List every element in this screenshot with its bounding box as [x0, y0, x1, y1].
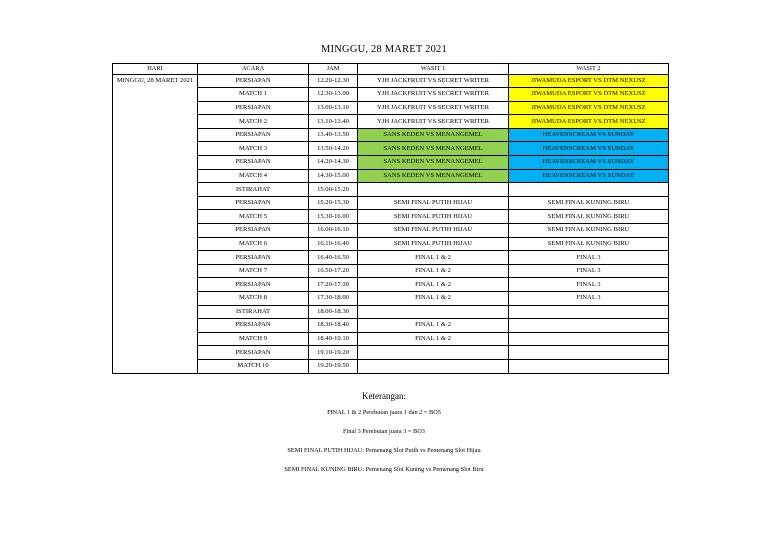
- acara-cell: MATCH 2: [198, 115, 309, 129]
- header-hari: HARI: [113, 64, 198, 75]
- acara-cell: PERSIAPAN: [198, 224, 309, 238]
- page-title: MINGGU, 28 MARET 2021: [321, 44, 447, 55]
- notes-heading: Keterangan:: [362, 391, 406, 401]
- wasit-2-cell: HEAVENSCREAM VS SUNDAY: [509, 128, 669, 142]
- acara-cell: PERSIAPAN: [198, 346, 309, 360]
- acara-cell: PERSIAPAN: [198, 156, 309, 170]
- table-row: [113, 74, 669, 88]
- wasit-1-cell: [358, 346, 509, 360]
- wasit-1-cell: SANS KEDEN VS MENANGEMEL: [358, 142, 509, 156]
- header-wasit-2: WASIT 2: [509, 64, 669, 75]
- jam-cell: 17.30-18.00: [309, 292, 358, 306]
- jam-cell: 19.10-19.20: [309, 346, 358, 360]
- wasit-2-cell: SEMI FINAL KUNING BIRU: [509, 224, 669, 238]
- wasit-1-cell: YJH JACKFRUIT VS SECRET WRITER: [358, 115, 509, 129]
- note-line: Final 3 Perebutan juara 3 = BO3: [343, 428, 425, 435]
- acara-cell: MATCH 5: [198, 210, 309, 224]
- wasit-2-cell: JIWAMUDA ESPORT VS DTM NEXUSZ: [509, 101, 669, 115]
- jam-cell: 16.00-16.10: [309, 224, 358, 238]
- wasit-1-cell: FINAL 1 & 2: [358, 251, 509, 265]
- acara-cell: MATCH 9: [198, 332, 309, 346]
- jam-cell: 16.10-16.40: [309, 237, 358, 251]
- acara-cell: PERSIAPAN: [198, 319, 309, 333]
- acara-cell: PERSIAPAN: [198, 251, 309, 265]
- wasit-1-cell: YJH JACKFRUIT VS SECRET WRITER: [358, 88, 509, 102]
- jam-cell: 13.40-13.50: [309, 128, 358, 142]
- jam-cell: 15.20-15.30: [309, 196, 358, 210]
- acara-cell: MATCH 8: [198, 292, 309, 306]
- acara-cell: PERSIAPAN: [198, 278, 309, 292]
- jam-cell: 14.30-15.00: [309, 169, 358, 183]
- wasit-2-cell: JIWAMUDA ESPORT VS DTM NEXUSZ: [509, 115, 669, 129]
- wasit-2-cell: FINAL 3: [509, 292, 669, 306]
- wasit-2-cell: HEAVENSCREAM VS SUNDAY: [509, 169, 669, 183]
- header-acara: ACARA: [198, 64, 309, 75]
- wasit-2-cell: JIWAMUDA ESPORT VS DTM NEXUSZ: [509, 74, 669, 88]
- jam-cell: 16.40-16.50: [309, 251, 358, 265]
- jam-cell: 18.30-18.40: [309, 319, 358, 333]
- jam-cell: 15.00-15.20: [309, 183, 358, 197]
- wasit-2-cell: SEMI FINAL KUNING BIRU: [509, 196, 669, 210]
- wasit-2-cell: [509, 183, 669, 197]
- wasit-1-cell: SANS KEDEN VS MENANGEMEL: [358, 169, 509, 183]
- jam-cell: 17.20-17.30: [309, 278, 358, 292]
- wasit-2-cell: FINAL 3: [509, 278, 669, 292]
- acara-cell: ISTIRAHAT: [198, 305, 309, 319]
- acara-cell: MATCH 6: [198, 237, 309, 251]
- note-line: SEMI FINAL KUNING BIRU: Pemenang Slot Kuning vs Pemenang Slot Biru: [284, 466, 484, 473]
- acara-cell: MATCH 10: [198, 359, 309, 373]
- schedule-body: [113, 74, 669, 373]
- wasit-2-cell: [509, 346, 669, 360]
- jam-cell: 19.20-19.50: [309, 359, 358, 373]
- header-wasit-1: WASIT 1: [358, 64, 509, 75]
- acara-cell: PERSIAPAN: [198, 196, 309, 210]
- wasit-2-cell: FINAL 3: [509, 264, 669, 278]
- wasit-1-cell: SEMI FINAL PUTIH HIJAU: [358, 224, 509, 238]
- wasit-1-cell: SANS KEDEN VS MENANGEMEL: [358, 156, 509, 170]
- wasit-1-cell: [358, 359, 509, 373]
- wasit-2-cell: [509, 359, 669, 373]
- acara-cell: PERSIAPAN: [198, 128, 309, 142]
- day-cell: MINGGU, 28 MARET 2021: [113, 74, 198, 373]
- wasit-2-cell: HEAVENSCREAM VS SUNDAY: [509, 142, 669, 156]
- schedule-table: [112, 63, 669, 374]
- wasit-1-cell: FINAL 1 & 2: [358, 332, 509, 346]
- wasit-1-cell: FINAL 1 & 2: [358, 319, 509, 333]
- acara-cell: MATCH 3: [198, 142, 309, 156]
- wasit-1-cell: SEMI FINAL PUTIH HIJAU: [358, 210, 509, 224]
- wasit-2-cell: SEMI FINAL KUNING BIRU: [509, 210, 669, 224]
- jam-cell: 18.00-18.30: [309, 305, 358, 319]
- acara-cell: MATCH 4: [198, 169, 309, 183]
- wasit-1-cell: YJH JACKFRUIT VS SECRET WRITER: [358, 101, 509, 115]
- wasit-1-cell: FINAL 1 & 2: [358, 278, 509, 292]
- jam-cell: 15.30-16.00: [309, 210, 358, 224]
- wasit-1-cell: FINAL 1 & 2: [358, 292, 509, 306]
- jam-cell: 12.30-13.00: [309, 88, 358, 102]
- jam-cell: 18.40-19.10: [309, 332, 358, 346]
- wasit-1-cell: YJH JACKFRUIT VS SECRET WRITER: [358, 74, 509, 88]
- jam-cell: 12.20-12.30: [309, 74, 358, 88]
- acara-cell: PERSIAPAN: [198, 101, 309, 115]
- jam-cell: 13.10-13.40: [309, 115, 358, 129]
- wasit-1-cell: SEMI FINAL PUTIH HIJAU: [358, 237, 509, 251]
- wasit-2-cell: HEAVENSCREAM VS SUNDAY: [509, 156, 669, 170]
- note-line: SEMI FINAL PUTIH HIJAU: Pemenang Slot Putih vs Pemenang Slot Hijau: [287, 447, 481, 454]
- acara-cell: PERSIAPAN: [198, 74, 309, 88]
- table-header-row: [113, 64, 669, 75]
- wasit-1-cell: [358, 305, 509, 319]
- acara-cell: MATCH 7: [198, 264, 309, 278]
- jam-cell: 14.20-14.30: [309, 156, 358, 170]
- acara-cell: MATCH 1: [198, 88, 309, 102]
- wasit-1-cell: [358, 183, 509, 197]
- wasit-1-cell: SEMI FINAL PUTIH HIJAU: [358, 196, 509, 210]
- wasit-1-cell: SANS KEDEN VS MENANGEMEL: [358, 128, 509, 142]
- note-line: FINAL 1 & 2 Perebutan juara 1 dan 2 = BO5: [327, 409, 441, 416]
- acara-cell: ISTIRAHAT: [198, 183, 309, 197]
- jam-cell: 13.00-13.10: [309, 101, 358, 115]
- wasit-2-cell: [509, 332, 669, 346]
- wasit-2-cell: JIWAMUDA ESPORT VS DTM NEXUSZ: [509, 88, 669, 102]
- wasit-2-cell: [509, 305, 669, 319]
- wasit-1-cell: FINAL 1 & 2: [358, 264, 509, 278]
- wasit-2-cell: FINAL 3: [509, 251, 669, 265]
- header-jam: JAM: [309, 64, 358, 75]
- jam-cell: 13.50-14.20: [309, 142, 358, 156]
- notes-section: [0, 391, 768, 484]
- wasit-2-cell: [509, 319, 669, 333]
- jam-cell: 16.50-17.20: [309, 264, 358, 278]
- wasit-2-cell: SEMI FINAL KUNING BIRU: [509, 237, 669, 251]
